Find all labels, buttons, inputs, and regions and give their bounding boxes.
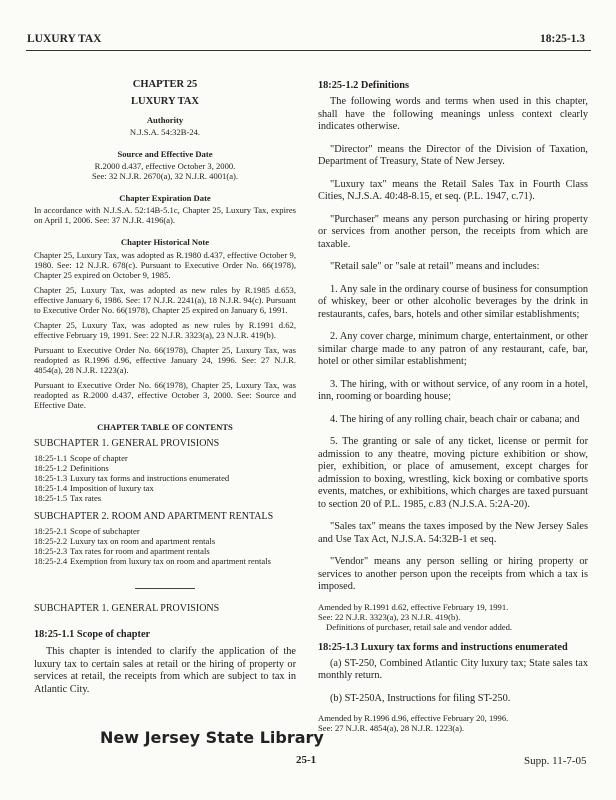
toc-subchapter-1: SUBCHAPTER 1. GENERAL PROVISIONS xyxy=(34,438,220,449)
expiration-heading: Chapter Expiration Date xyxy=(119,193,211,203)
toc-item: 18:25-2.1 Scope of subchapter xyxy=(34,526,140,536)
definition-sales-tax: "Sales tax" means the taxes imposed by the New Jersey Sales and Use Tax Act, N.J.S.A. 54:32B-1 et seq. xyxy=(318,521,588,545)
toc-item: 18:25-2.2 Luxury tax on room and apartment rentals xyxy=(34,536,216,546)
retail-sale-item-4: 4. The hiring of any rolling chair, beach chair or cabana; and xyxy=(330,413,580,425)
definitions-heading: 18:25-1.2 Definitions xyxy=(318,80,409,91)
toc-item: 18:25-1.3 Luxury tax forms and instructions enumerated xyxy=(34,473,230,483)
definitions-intro: The following words and terms when used in this chapter, shall have the following meanings unless context clearly indicates otherwise. xyxy=(318,96,588,132)
chapter-number: CHAPTER 25 xyxy=(132,79,198,90)
forms-item-a: (a) ST-250, Combined Atlantic City luxury tax; State sales tax monthly return. xyxy=(318,657,588,681)
history-note-4: Pursuant to Executive Order No. 66(1978), Chapter 25, Luxury Tax, was readopted as R.1996 d.96, effective January 24, 1996. See: 27 N.J.R. 4854(a), 28 N.J.R. 1223(a). xyxy=(34,345,296,375)
page-number: 25-1 xyxy=(296,754,317,766)
toc-list-2 xyxy=(34,526,296,566)
retail-sale-item-5: 5. The granting or sale of any ticket, license or permit for admission to any theatre, moving picture exhibition or show, pier, exhibition, or place of amusement, except charges for admission to boxing, wrestling, kick boxing or combative sports events, matches, or exhibitions, which charges are taxed pursuant to section 20 of P.L. 1985, c.83 (N.J.S.A. 5:2A-20). xyxy=(318,436,588,510)
history-note-3: Chapter 25, Luxury Tax, was adopted as new rules by R.1991 d.62, effective February 19, 1991. See: 22 N.J.R. 3323(a), 23 N.J.R. 419(b). xyxy=(34,320,296,340)
header-rule xyxy=(26,50,591,51)
expiration-text: In accordance with N.J.S.A. 52:14B-5.1c, Chapter 25, Luxury Tax, expires on April 1, 2006. See: 37 N.J.R. 4196(a). xyxy=(34,205,296,225)
authority-text: N.J.S.A. 54:32B-24. xyxy=(129,127,201,137)
running-head-title: LUXURY TAX xyxy=(27,33,102,45)
definition-luxury-tax: "Luxury tax" means the Retail Sales Tax in Fourth Class Cities, N.J.S.A. 40:48-8.15, et seq. (P.L. 1947, c.71). xyxy=(318,178,588,202)
history-note-5: Pursuant to Executive Order No. 66(1978), Chapter 25, Luxury Tax, was readopted as R.2000 d.437, effective October 3, 2000. See: Source and Effective Date. xyxy=(34,380,296,410)
definition-director: "Director" means the Director of the Division of Taxation, Department of Treasury, State of New Jersey. xyxy=(318,143,588,167)
toc-list-1 xyxy=(34,453,296,503)
toc-item: 18:25-1.4 Imposition of luxury tax xyxy=(34,483,154,493)
source-heading: Source and Effective Date xyxy=(117,149,213,159)
right-column xyxy=(318,70,588,733)
scope-text: This chapter is intended to clarify the application of the luxury tax to certain sales at retail or the hiring of property or services at retail, the receipts from which are subject to tax in Atlantic City. xyxy=(34,646,296,695)
history-note-2: Chapter 25, Luxury Tax, was adopted as new rules by R.1985 d.653, effective January 6, 1986. See: 17 N.J.R. 2241(a), 18 N.J.R. 94(c). Pursuant to Executive Order No. 66(1978), Chapter 25 expired on January 6, 1991. xyxy=(34,285,296,315)
toc-subchapter-2: SUBCHAPTER 2. ROOM AND APARTMENT RENTALS xyxy=(34,511,274,522)
forms-heading: 18:25-1.3 Luxury tax forms and instructions enumerated xyxy=(318,641,568,653)
definition-retail-sale: "Retail sale" or "sale at retail" means and includes: xyxy=(330,261,540,272)
toc-item: 18:25-2.3 Tax rates for room and apartment rentals xyxy=(34,546,210,556)
retail-sale-item-2: 2. Any cover charge, minimum charge, entertainment, or other similar charge made to any patron of any restaurant, cafe, bar, hotel or other similar establishment; xyxy=(318,331,588,367)
authority-heading: Authority xyxy=(146,115,184,125)
amendment-note-1: Amended by R.1991 d.62, effective February 19, 1991. See: 22 N.J.R. 3323(a), 23 N.J.R. 419(b). Definitions of purchaser, retail sale and vendor added. xyxy=(318,601,513,632)
toc-item: 18:25-1.1 Scope of chapter xyxy=(34,453,128,463)
library-watermark: New Jersey State Library xyxy=(100,728,324,747)
definition-purchaser: "Purchaser" means any person purchasing or hiring property or services from another person, the receipts from which are taxable. xyxy=(318,213,588,250)
supplement-date: Supp. 11-7-05 xyxy=(524,755,587,767)
toc-item: 18:25-1.5 Tax rates xyxy=(34,493,102,503)
chapter-title: LUXURY TAX xyxy=(131,96,199,107)
retail-sale-item-3: 3. The hiring, with or without service, of any room in a hotel, inn, rooming or boarding house; xyxy=(318,378,588,402)
source-line-2: See: 32 N.J.R. 2670(a), 32 N.J.R. 4001(a). xyxy=(91,171,239,181)
retail-sale-item-1: 1. Any sale in the ordinary course of business for consumption of whiskey, beer or other alcoholic beverages by the drink in restaurants, cafes, bars, hotels and other similar establishments; xyxy=(318,283,588,320)
history-note-1: Chapter 25, Luxury Tax, was adopted as R.1980 d.437, effective October 9, 1980. See: 12 N.J.R. 678(c). Pursuant to Executive Order No. 66(1978), Chapter 25 expired on October 9, 1985. xyxy=(34,250,296,280)
running-head-section: 18:25-1.3 xyxy=(540,33,586,45)
toc-item: 18:25-1.2 Definitions xyxy=(34,463,109,473)
forms-item-b: (b) ST-250A, Instructions for filing ST-250. xyxy=(330,692,511,704)
left-column xyxy=(34,70,296,696)
history-heading: Chapter Historical Note xyxy=(120,237,210,247)
subchapter-1-heading: SUBCHAPTER 1. GENERAL PROVISIONS xyxy=(34,603,220,614)
toc-heading: CHAPTER TABLE OF CONTENTS xyxy=(97,422,233,432)
amendment-note-2: Amended by R.1996 d.96, effective February 20, 1996. See: 27 N.J.R. 4854(a), 28 N.J.R. 1223(a). xyxy=(318,713,509,733)
source-line-1: R.2000 d.437, effective October 3, 2000. xyxy=(94,161,236,171)
definition-vendor: "Vendor" means any person selling or hiring property or services to another person upon the receipts from which a tax is imposed. xyxy=(318,556,588,592)
scope-heading: 18:25-1.1 Scope of chapter xyxy=(34,629,151,640)
toc-item: 18:25-2.4 Exemption from luxury tax on room and apartment rentals xyxy=(34,556,271,566)
section-divider xyxy=(135,588,195,589)
